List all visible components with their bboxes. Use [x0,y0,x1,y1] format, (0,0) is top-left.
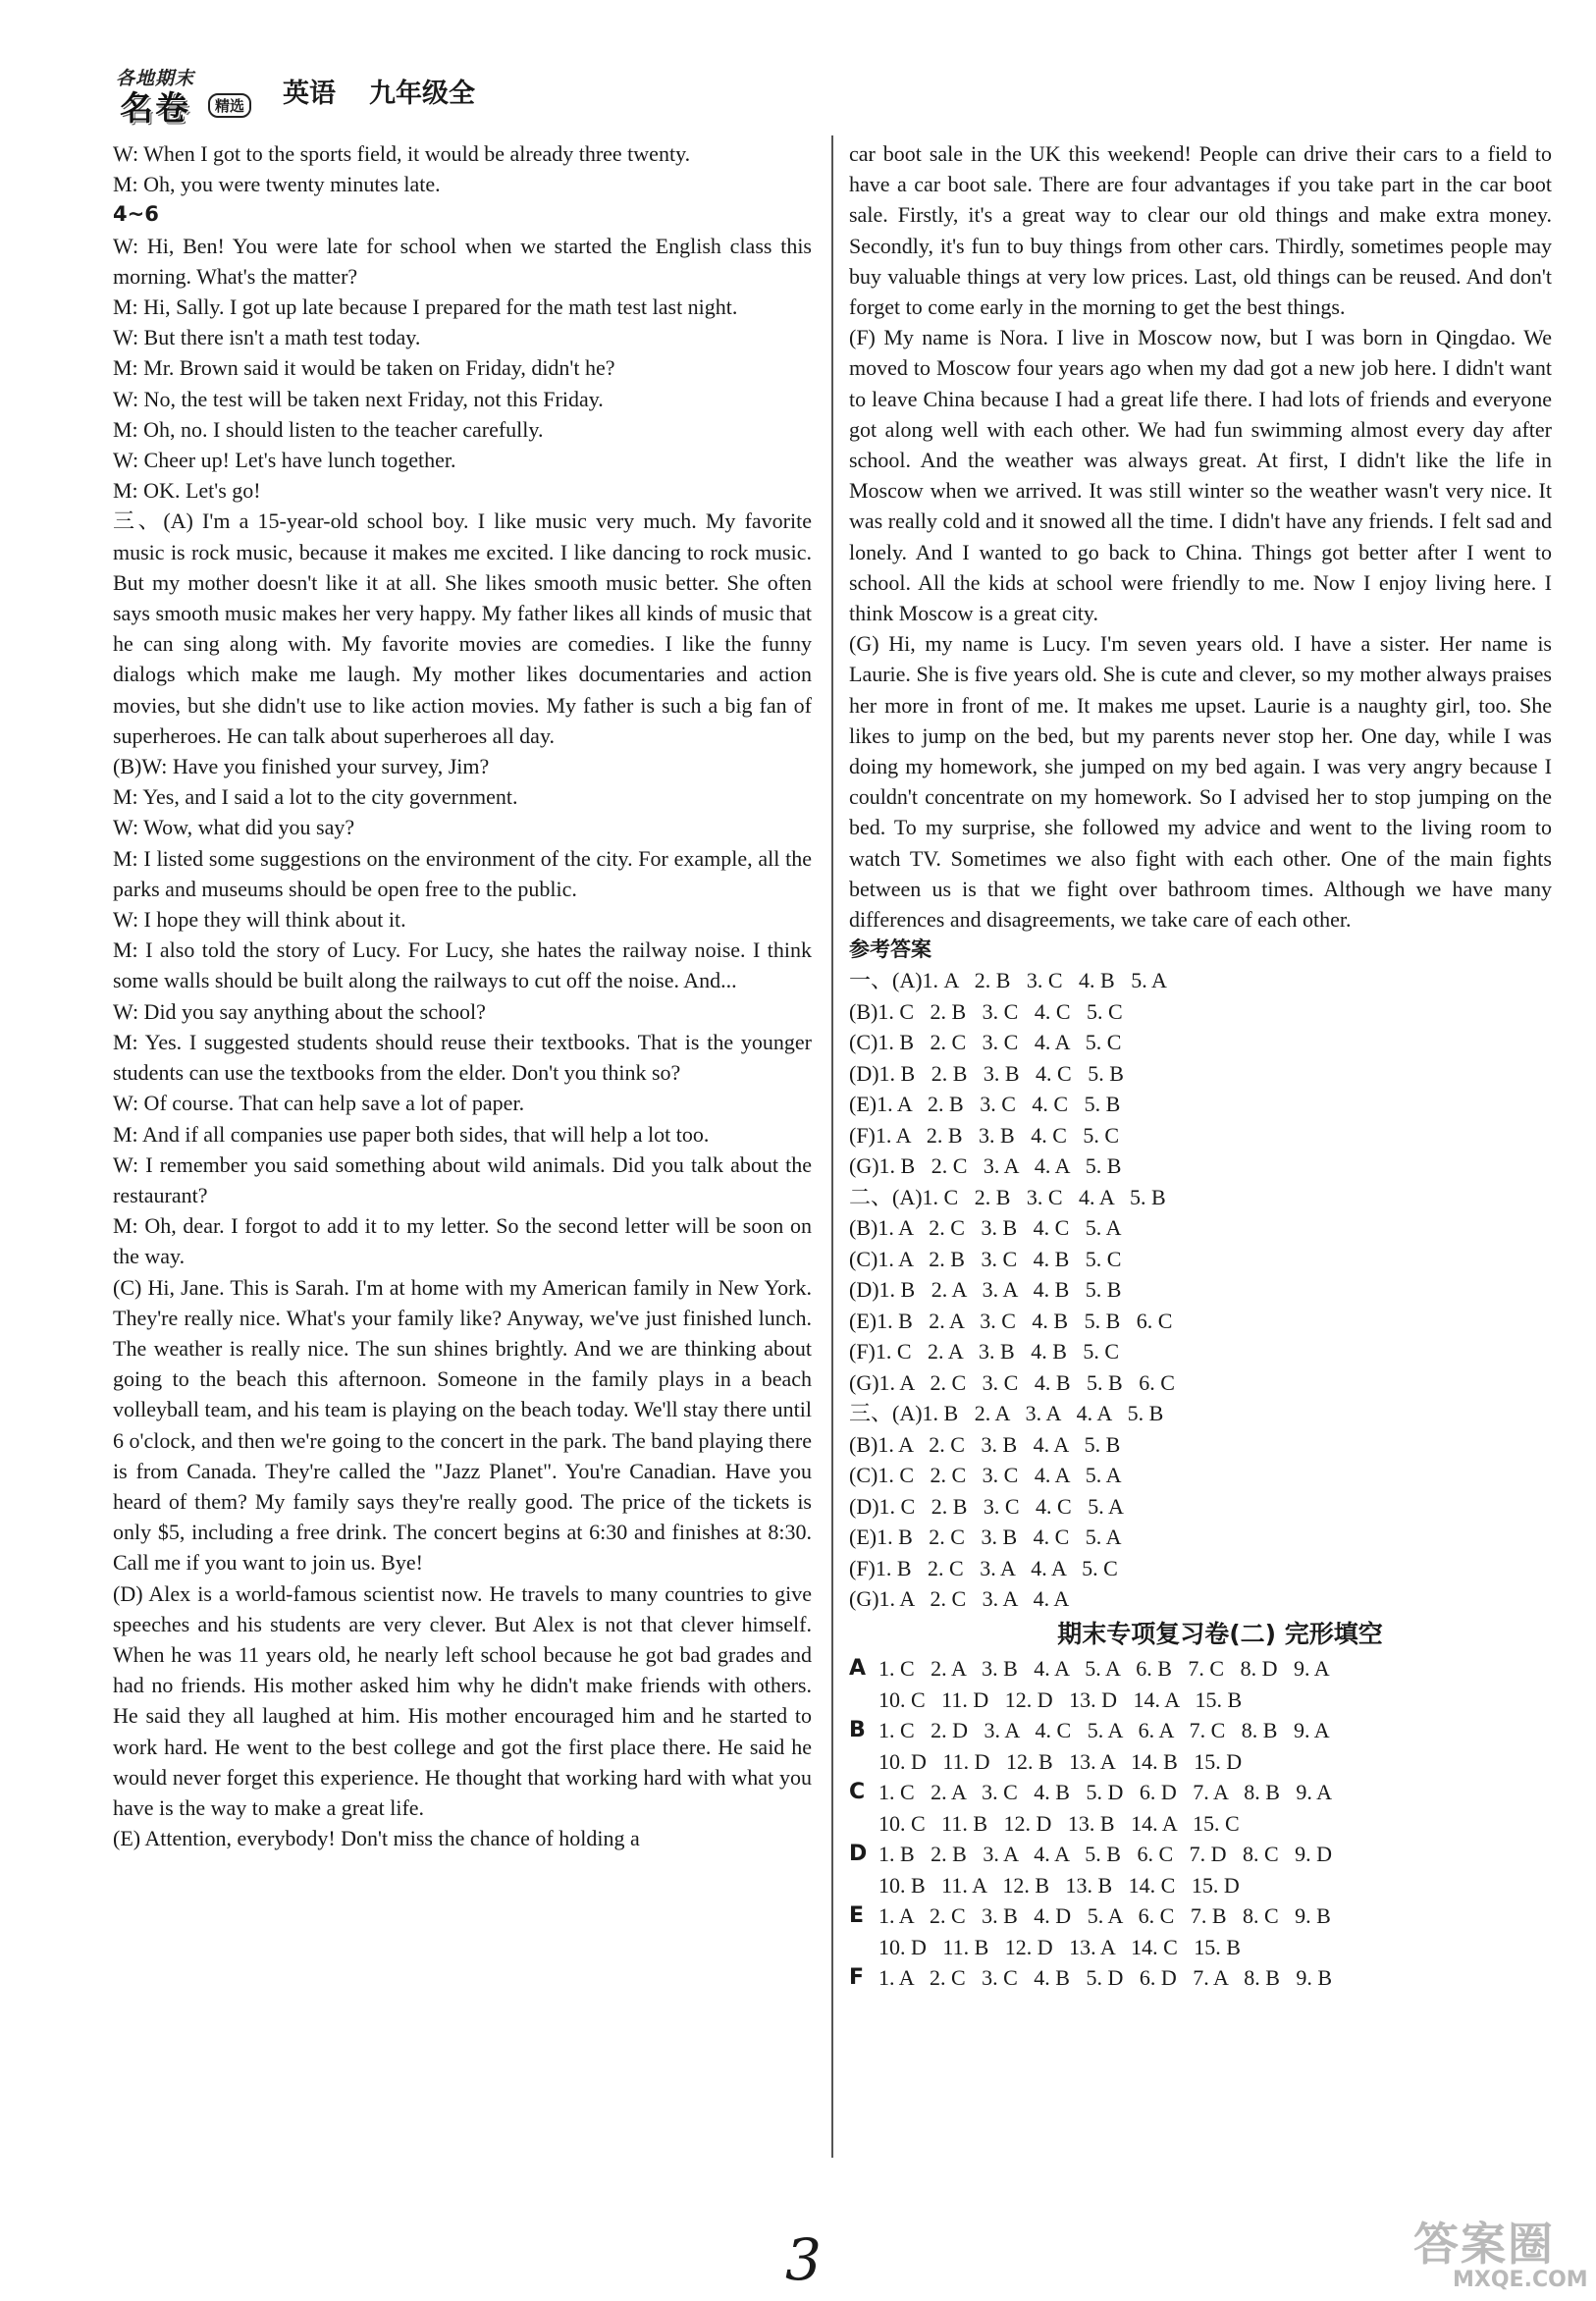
cloze-line: 1. C 2. A 3. C 4. B 5. D 6. D 7. A 8. B 9. A [878,1780,1333,1805]
cloze-line: 1. A 2. C 3. C 4. B 5. D 6. D 7. A 8. B 9. B [878,1965,1333,1991]
dialog-line: W: Of course. That can help save a lot of paper. [113,1091,525,1116]
series-logo [108,64,255,129]
cloze-label: E [849,1903,865,1929]
cloze-answer-row [849,1777,1552,1839]
dialog-line: (B)W: Have you finished your survey, Jim? [113,754,490,779]
answer-line: (E)1. A 2. B 3. C 4. C 5. B [849,1092,1121,1117]
dialog-line: M: Mr. Brown said it would be taken on Friday, didn't he? [113,355,615,381]
passage-3a: 三、(A) I'm a 15-year-old school boy. I like music very much. My favorite music is rock music, because it makes me excited. I like dancing to rock music. But my mother doesn't like it at all. She likes smooth music better. She often says smooth music makes her very happy. My father likes all kinds of music that he can sing along with. My favorite movies are comedies. I like the funny dialogs which make me laugh. My mother likes documentaries and action movies, but she didn't use to like action movies. My father is such a big fan of superheroes. He can talk about superheroes all day. [113,508,812,748]
column-divider [831,135,833,2158]
watermark-bottom: MXQE.COM [1453,2268,1588,2292]
cloze-answers [878,1653,1552,1715]
cloze-answer-row [849,1962,1552,1994]
cloze-label: B [849,1718,866,1743]
cloze-answers [878,1900,1552,1962]
subject-label: 英语 [283,78,336,109]
cloze-answer-row [849,1839,1552,1900]
passage-c: (C) Hi, Jane. This is Sarah. I'm at home with my American family in New York. They're really nice. What's your family like? Anyway, we've just finished lunch. The weather is really nice. The sun shines brightly. And we are thinking about going to the beach this afternoon. Someone in the family plays in a beach volleyball team, and his team is playing on the beach today. We'll stay there until 6 o'clock, and then we're going to the concert in the park. The band playing there is from Canada. They're called the "Jazz Planet". You're Canadian. Have you heard of them? My family says they're really good. The price of the tickets is only $5, including a free drink. The concert begins at 6:30 and finishes at 8:30. Call me if you want to join us. Bye! [113,1274,812,1576]
answer-line: 二、(A)1. C 2. B 3. C 4. A 5. B [849,1184,1166,1209]
cloze-answers [878,1962,1552,1994]
answer-line: (C)1. B 2. C 3. C 4. A 5. C [849,1030,1122,1055]
section-title: 期末专项复习卷(二) 完形填空 [1057,1619,1383,1648]
dialog-line: M: Oh, dear. I forgot to add it to my letter. So the second letter will be soon on the way. [113,1213,812,1269]
cloze-answer-list [849,1653,1552,1994]
cloze-line: 10. B 11. A 12. B 13. B 14. C 15. D [878,1872,1240,1898]
cloze-line: 10. C 11. B 12. D 13. B 14. A 15. C [878,1810,1240,1836]
dialog-line: W: I remember you said something about wild animals. Did you talk about the restaurant? [113,1151,812,1207]
dialog-line: W: Wow, what did you say? [113,815,355,840]
dialog-line: M: I also told the story of Lucy. For Lucy, she hates the railway noise. I think some walls should be built along the railways to cut off the noise. And... [113,937,812,993]
dialog-line: M: Yes. I suggested students should reuse their textbooks. That is the younger students can use the textbooks from the elder. Don't you think so? [113,1029,812,1086]
reference-answers-title: 参考答案 [849,937,931,962]
dialog-line: W: I hope they will think about it. [113,907,406,933]
answer-line: 一、(A)1. A 2. B 3. C 4. B 5. A [849,968,1167,993]
answer-key-list [849,965,1552,1615]
cloze-answer-row [849,1653,1552,1715]
page-header [108,61,475,129]
watermark-top: 答案圈 [1413,2218,1555,2271]
cloze-answer-row [849,1900,1552,1962]
answer-line: (E)1. B 2. C 3. B 4. C 5. A [849,1525,1122,1550]
dialog-line: M: I listed some suggestions on the environment of the city. For example, all the parks and museums should be open free to the public. [113,845,812,901]
cloze-label: C [849,1780,866,1805]
answer-line: (E)1. B 2. A 3. C 4. B 5. B 6. C [849,1308,1173,1333]
cloze-line: 1. B 2. B 3. A 4. A 5. B 6. C 7. D 8. C 9. D [878,1842,1333,1867]
question-range-heading: 4~6 [113,202,159,227]
cloze-answer-row [849,1715,1552,1777]
page-number: 3 [785,2226,822,2293]
answer-line: (B)1. C 2. B 3. C 4. C 5. C [849,998,1123,1024]
dialog-line: W: When I got to the sports field, it would be already three twenty. [113,141,691,166]
answer-line: 三、(A)1. B 2. A 3. A 4. A 5. B [849,1401,1164,1426]
passage-e-cont: car boot sale in the UK this weekend! People can drive their cars to a field to have a car boot sale. There are four advantages if you take part in the car boot sale. Firstly, it's a great way to clear our old things and make extra money. Secondly, it's fun to buy things from other cars. Thirdly, sometimes people may buy valuable things at very low prices. Last, old things can be reused. And don't forget to come early in the morning to get the best things. [849,141,1552,320]
dialog-line: M: OK. Let's go! [113,478,261,504]
logo-tag-text: 精选 [208,93,251,118]
cloze-label: D [849,1842,868,1867]
dialog-line: W: But there isn't a math test today. [113,325,421,350]
dialog-line: W: No, the test will be taken next Friday, not this Friday. [113,386,604,411]
grade-label: 九年级全 [369,78,475,109]
answer-line: (C)1. A 2. B 3. C 4. B 5. C [849,1246,1122,1271]
answer-line: (D)1. B 2. A 3. A 4. B 5. B [849,1277,1122,1303]
cloze-answers [878,1777,1552,1839]
answer-line: (B)1. A 2. C 3. B 4. C 5. A [849,1215,1122,1241]
answer-line: (D)1. B 2. B 3. B 4. C 5. B [849,1060,1124,1086]
cloze-label: A [849,1656,867,1682]
cloze-line: 1. C 2. A 3. B 4. A 5. A 6. B 7. C 8. D 9. A [878,1656,1330,1682]
answer-line: (G)1. B 2. C 3. A 4. A 5. B [849,1153,1122,1179]
answer-line: (B)1. A 2. C 3. B 4. A 5. B [849,1431,1121,1457]
answer-line: (C)1. C 2. C 3. C 4. A 5. A [849,1463,1122,1488]
left-column [113,138,812,1853]
answer-line: (G)1. A 2. C 3. A 4. A [849,1586,1070,1612]
dialog-line: M: Oh, you were twenty minutes late. [113,172,441,197]
dialog-line: M: Yes, and I said a lot to the city government. [113,784,518,810]
watermark [1413,2209,1590,2297]
cloze-line: 10. D 11. D 12. B 13. A 14. B 15. D [878,1748,1243,1774]
passage-f: (F) My name is Nora. I live in Moscow now, but I was born in Qingdao. We moved to Moscow four years ago when my dad got a new job here. I didn't want to leave China because I had a great life there. I had lots of friends and everyone got along well with each other. We had fun swimming almost every day after school. And the weather was always great. At first, I didn't like the life in Moscow when we arrived. It was still winter so the weather wasn't very nice. It was really cold and it snowed all the time. I didn't have any friends. I felt sad and lonely. And I wanted to go back to China. Things got better after I went to school. All the kids at school were friendly to me. Now I enjoy living here. I think Moscow is a great city. [849,325,1552,626]
answer-line: (F)1. A 2. B 3. B 4. C 5. C [849,1122,1120,1148]
cloze-line: 10. C 11. D 12. D 13. D 14. A 15. B [878,1686,1243,1712]
cloze-line: 10. D 11. B 12. D 13. A 14. C 15. B [878,1934,1241,1959]
passage-e-start: (E) Attention, everybody! Don't miss the chance of holding a [113,1826,640,1851]
answer-line: (F)1. B 2. C 3. A 4. A 5. C [849,1555,1118,1580]
logo-main-text: 名卷 [120,89,190,129]
dialog-line: M: Oh, no. I should listen to the teacher carefully. [113,416,544,442]
right-column [849,138,1552,1994]
dialog-line: W: Hi, Ben! You were late for school when we started the English class this morning. What's the matter? [113,233,812,289]
cloze-line: 1. A 2. C 3. B 4. D 5. A 6. C 7. B 8. C 9. B [878,1903,1331,1929]
passage-d: (D) Alex is a world-famous scientist now. He travels to many countries to give speeches and his students are very clever. But Alex is not that clever himself. When he was 11 years old, he nearly left school because he got bad grades and had no friends. His mother asked him why he didn't make friends with others. He said they all laughed at him. His mother encouraged him and he started to work hard. He went to the best college and got the first place there. He said he would never forget this experience. He thought that working hard with what you have is the way to make a great life. [113,1580,812,1820]
cloze-label: F [849,1965,865,1991]
dialog-line: M: Hi, Sally. I got up late because I prepared for the math test last night. [113,294,738,320]
answer-line: (F)1. C 2. A 3. B 4. B 5. C [849,1339,1120,1365]
dialog-line: W: Cheer up! Let's have lunch together. [113,448,456,473]
dialog-line: W: Did you say anything about the school? [113,998,486,1024]
dialog-line: M: And if all companies use paper both sides, that will help a lot too. [113,1121,710,1147]
cloze-line: 1. C 2. D 3. A 4. C 5. A 6. A 7. C 8. B 9. A [878,1718,1330,1743]
logo-top-text: 各地期末 [116,68,195,89]
answer-line: (D)1. C 2. B 3. C 4. C 5. A [849,1493,1124,1519]
answer-line: (G)1. A 2. C 3. C 4. B 5. B 6. C [849,1369,1175,1395]
cloze-answers [878,1839,1552,1900]
cloze-answers [878,1715,1552,1777]
passage-g: (G) Hi, my name is Lucy. I'm seven years old. I have a sister. Her name is Laurie. She is five years old. She is cute and clever, so my mother always praises her more in front of me. It makes me upset. Laurie is a naughty girl, too. She likes to jump on the bed, but my parents never stop her. One day, while I was doing my homework, she jumped on my bed again. I was very angry because I couldn't concentrate on my homework. So I advised her to stop jumping on the bed. To my surprise, she followed my advice and went to the living room to watch TV. Sometimes we also fight with each other. One of the main fights between us is that we fight over bathroom times. Although we have many differences and disagreements, we take care of each other. [849,631,1552,933]
